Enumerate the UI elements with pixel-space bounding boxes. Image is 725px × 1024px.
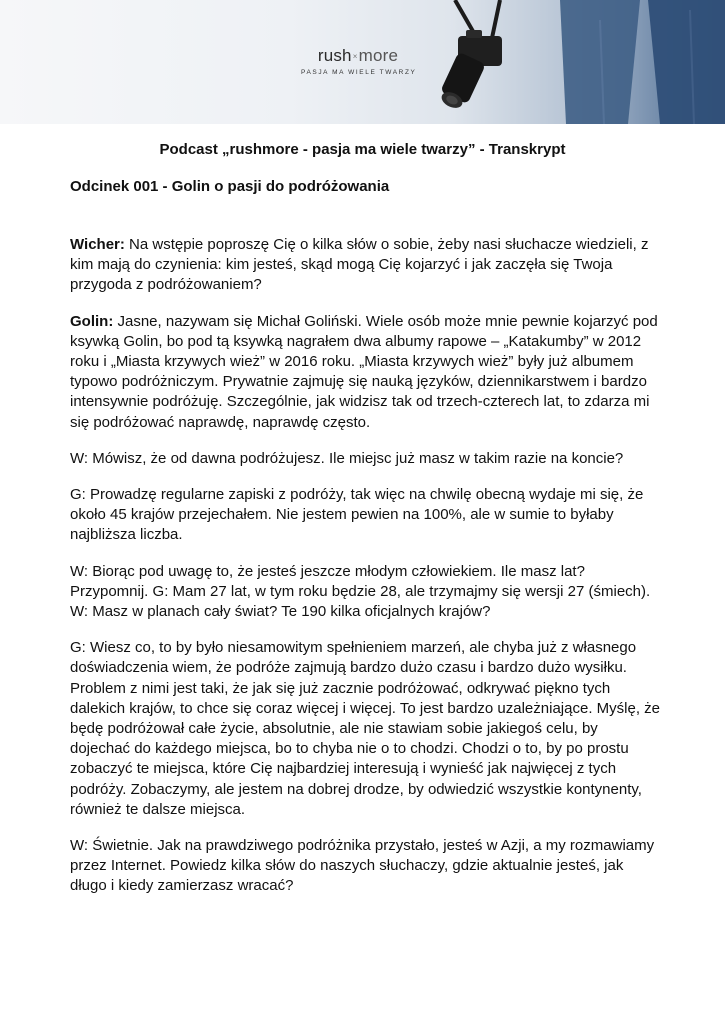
logo-tagline: PASJA MA WIELE TWARZY — [301, 68, 417, 76]
speaker-label: Wicher: — [70, 236, 125, 253]
paragraph-text: Jasne, nazywam się Michał Goliński. Wiele osób może mnie pewnie kojarzyć pod ksywką Golin, bo pod tą ksywką nagrałem dwa albumy rapowe – „Katakumby” w 2012 roku i „Miasta krzywych wież” w 2016 roku. „Miasta krzywych wież” były już albumem typowo podróżniczym. Prywatnie zajmuję się nauką języków, dziennikarstwem i bardzo intensywnie podróżuję. Szczególnie, jak widzisz tak od trzech-czterech lat, to zdarza mi się podróżować naprawdę, naprawdę często. — [70, 312, 658, 431]
logo-text-rush: rush — [317, 46, 352, 65]
transcript-body — [70, 235, 660, 913]
brand-logo — [301, 46, 415, 76]
logo-separator: × — [352, 51, 358, 61]
paragraph-text: Na wstępie poproszę Cię o kilka słów o sobie, żeby nasi słuchacze wiedzieli, z kim mają do czynienia: kim jesteś, skąd mogą Cię kojarzyć i jak zaczęła się Twoja przygoda z podróżowaniem? — [70, 236, 649, 294]
transcript-paragraph — [70, 836, 660, 897]
paragraph-text: W: Świetnie. Jak na prawdziwego podróżnika przystało, jesteś w Azji, a my rozmawiamy przez Internet. Powiedz kilka słów do naszych słuchaczy, gdzie aktualnie jesteś, jak długo i kiedy zamierzasz wracać? — [70, 837, 655, 895]
paragraph-text: W: Biorąc pod uwagę to, że jesteś jeszcze młodym człowiekiem. Ile masz lat? Przypomnij. G: Mam 27 lat, w tym roku będzie 28, ale trzymajmy się wersji 27 (śmiech). — [70, 562, 651, 600]
transcript-paragraph — [70, 312, 660, 433]
episode-title: Odcinek 001 - Golin o pasji do podróżowania — [70, 178, 390, 195]
logo-text-more: more — [358, 46, 399, 65]
header-banner — [0, 0, 725, 124]
transcript-paragraph — [70, 235, 660, 296]
paragraph-text: W: Masz w planach cały świat? Te 190 kilka oficjalnych krajów? — [70, 603, 491, 621]
transcript-paragraph — [70, 562, 660, 602]
paragraph-text: W: Mówisz, że od dawna podróżujesz. Ile miejsc już masz w takim razie na koncie? — [70, 449, 624, 467]
logo-wordmark — [301, 46, 415, 67]
transcript-paragraph — [70, 602, 660, 622]
transcript-paragraph — [70, 449, 660, 469]
document-title: Podcast „rushmore - pasja ma wiele twarzy” - Transkrypt — [159, 141, 566, 158]
speaker-label: Golin: — [70, 312, 114, 330]
transcript-paragraph — [70, 638, 660, 820]
paragraph-text: G: Prowadzę regularne zapiski z podróży, tak więc na chwilę obecną wydaje mi się, że około 45 krajów przejechałem. Nie jestem pewien na 100%, ale w sumie to byłaby najbliższa liczba. — [70, 486, 644, 544]
transcript-paragraph — [70, 485, 660, 546]
paragraph-text: G: Wiesz co, to by było niesamowitym spełnieniem marzeń, ale chyba już z własnego doświadczenia wiem, że podróże zajmują bardzo dużo czasu i bardzo dużo wysiłku. Problem z nimi jest taki, że jak się już zacznie podróżować, odkrywać piękno tych dalekich krajów, to chce się coraz więcej i więcej. To jest bardzo uzależniające. Myślę, że będę podróżował całe życie, absolutnie, ale nie stawiam sobie jakiegoś celu, by dojechać do każdego miejsca, bo to chyba nie o to chodzi. Chodzi o to, by po prostu zobaczyć te miejsca, które Cię najbardziej interesują i wynieść jak najwięcej z tych podróży. Zobaczymy, ale jestem na dobrej drodze, by odwiedzić wszystkie kontynenty, również te dalsze miejsca. — [70, 639, 660, 818]
